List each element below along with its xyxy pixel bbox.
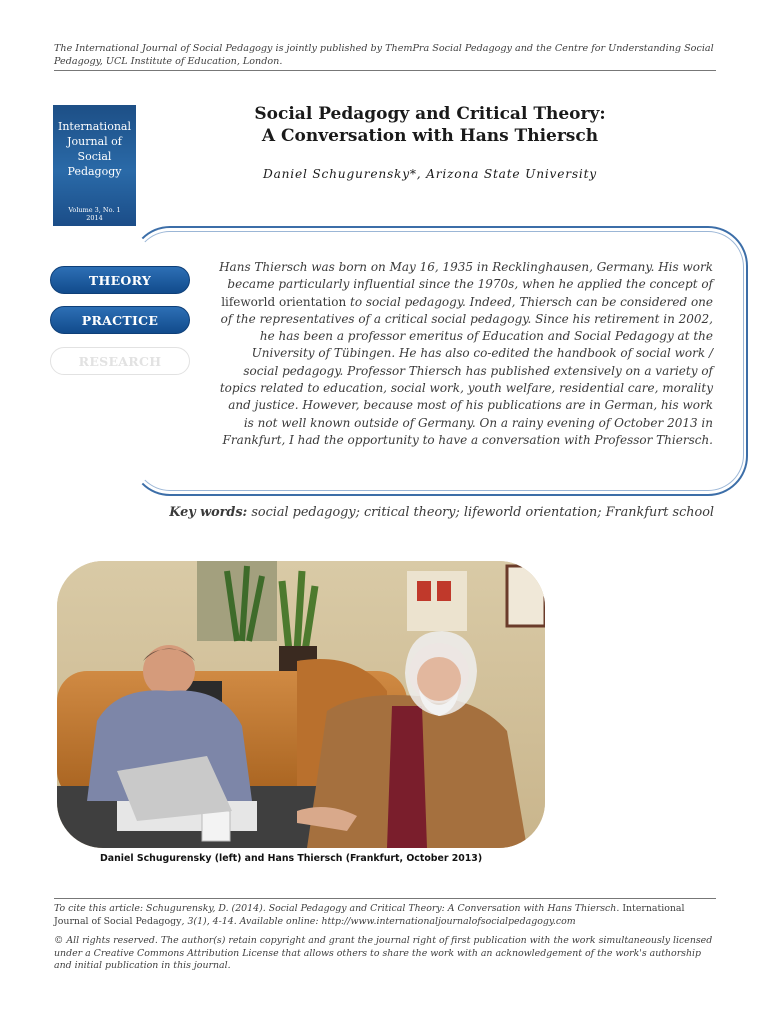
abstract-text-part2: to social pedagogy. Indeed, Thiersch can be considered one of the representatives of a critical social pedagogy. Since his retirement in 2002, he has been a professor emeritus of Education and Social Pedagogy at the University of Tübingen. He has also co-edited the handbook of social work / social pedagogy. Professor Thiersch has published extensively on a variety of topics related to education, social work, youth welfare, residential care, morality and justice. However, because most of his publications are in German, his work is not well known outside of Germany. On a rainy evening of October 2013 in Frankfurt, I had the opportunity to have a conversation with Professor Thiersch.: [219, 294, 713, 447]
journal-cover: [53, 105, 136, 226]
rights-statement: © All rights reserved. The author(s) retain copyright and grant the journal right of first publication with the work simultaneously licensed under a Creative Commons Attribution License that allows others to share the work with an acknowledgement of the work's authorship and initial publication in this journal.: [54, 935, 713, 971]
cover-volume-line: Volume 3, No. 1: [68, 206, 121, 214]
citation-journal: International Journal of Social Pedagogy: [54, 903, 685, 927]
citation-text: To cite this article: Schugurensky, D. (2014). Social Pedagogy and Critical Theory: A Conversation with Hans Thiersch.: [54, 903, 623, 914]
abstract: [216, 259, 713, 449]
cover-volume: [53, 206, 136, 222]
journal-publisher-note: The International Journal of Social Pedagogy is jointly published by ThemPra Social Pedagogy and the Centre for Understanding Social Pedagogy, UCL Institute of Education, London.: [54, 43, 714, 67]
citation: [54, 903, 716, 928]
nav-research-button[interactable]: RESEARCH: [50, 347, 190, 375]
article-title-line2: A Conversation with Hans Thiersch: [261, 126, 599, 146]
nav-practice-button[interactable]: PRACTICE: [50, 306, 190, 334]
article-author: Daniel Schugurensky*, Arizona State University: [263, 167, 597, 181]
nav-theory-button[interactable]: THEORY: [50, 266, 190, 294]
abstract-keyword: lifeworld orientation: [221, 294, 347, 309]
cover-title-line: Pedagogy: [67, 165, 122, 178]
article-title-line1: Social Pedagogy and Critical Theory:: [254, 104, 606, 124]
photo-caption: Daniel Schugurensky (left) and Hans Thiersch (Frankfurt, October 2013): [100, 853, 483, 864]
keywords-label: Key words:: [169, 505, 248, 520]
cover-title: [53, 119, 136, 179]
cover-title-line: Social: [77, 150, 112, 163]
keywords: [150, 505, 714, 520]
abstract-text-part1: Hans Thiersch was born on May 16, 1935 in Recklinghausen, Germany. His work became particularly influential since the 1970s, when he applied the concept of: [219, 260, 713, 292]
header-divider: [54, 70, 716, 71]
interview-photo: [57, 561, 545, 848]
cover-year-line: 2014: [86, 214, 103, 222]
footer-divider: [54, 898, 716, 899]
cover-title-line: Journal of: [67, 135, 122, 148]
keywords-text: social pedagogy; critical theory; lifeworld orientation; Frankfurt school: [247, 505, 714, 520]
photo-illustration: [57, 561, 545, 848]
cover-title-line: International: [58, 120, 131, 133]
citation-rest[interactable]: , 3(1), 4-14. Available online: http://www.internationaljournalofsocialpedagogy.com: [181, 915, 576, 927]
article-title: [200, 103, 660, 147]
